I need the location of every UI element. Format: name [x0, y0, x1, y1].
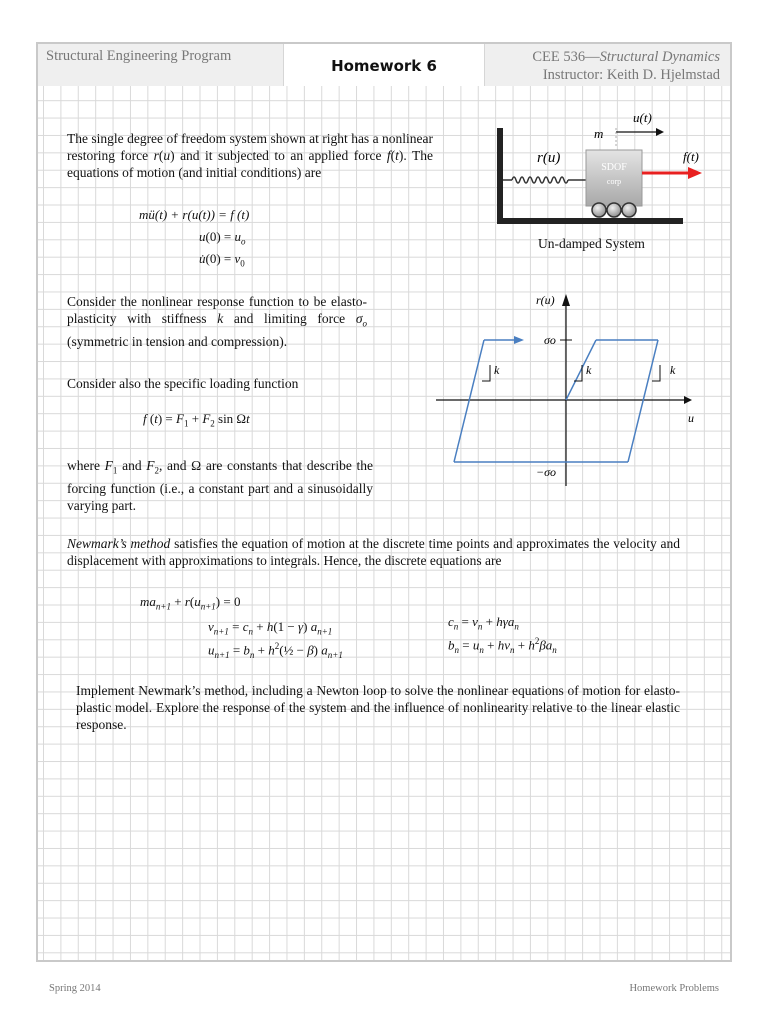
intro-paragraph: The single degree of freedom system shown at right has a nonlinear restoring force r(u) and it subjected to an applied force f(t). The equations of motion (and initial conditions) are: [67, 131, 433, 180]
course-line: [485, 48, 720, 66]
wheel-icon: [607, 203, 621, 217]
u-axis-label: u: [688, 411, 694, 425]
program-name: Structural Engineering Program: [46, 48, 232, 64]
hysteresis-loop: [454, 340, 658, 462]
equation-of-motion: mü(t) + r(u(t)) = f (t): [139, 207, 250, 222]
r-axis-label: r(u): [536, 293, 555, 307]
wall: [497, 128, 503, 224]
newmark-eq-1: $ma_{n+1} + r(u_{n+1}) = 0$: [140, 594, 241, 612]
newmark-paragraph: Newmark’s method satisfies the equation of motion at the discrete time points and approximates the velocity and displacement with approximations to integrals. Hence, the discrete equations are: [67, 536, 681, 568]
wheel-icon: [622, 203, 636, 217]
course-number: CEE 536—: [532, 49, 600, 65]
footer-section: Homework Problems: [629, 983, 719, 994]
course-header: [484, 44, 730, 86]
initial-displacement: $u(0) = u_o$: [199, 229, 246, 247]
course-name: Structural Dynamics: [599, 49, 720, 65]
instructor-line: Instructor: Keith D. Hjelmstad: [542, 67, 720, 83]
loading-function: f $(t) = F_1 + F_2$ sin Ωt: [143, 411, 250, 429]
k-label: k: [494, 363, 500, 377]
sigma-negative-label: −σo: [536, 465, 557, 479]
constants-paragraph: where $F_1$ and $F_2$, and Ω are constants that describe the forcing function (i.e., a constant part and a sinusoidally varying part.: [67, 458, 373, 513]
footer-term: Spring 2014: [49, 983, 101, 994]
wheel-icon: [592, 203, 606, 217]
newmark-eq-3: $u_{n+1} = b_n$ + $h^2(\frac{1}{2} - \beta)$ $a_{n+1}$: [208, 641, 343, 660]
k-label: k: [586, 363, 592, 377]
sdof-figure: [490, 100, 720, 230]
page-title: Homework 6: [331, 57, 437, 75]
k-label: k: [670, 363, 676, 377]
loading-paragraph: Consider also the specific loading function: [67, 376, 299, 391]
hysteresis-figure: [430, 288, 702, 498]
sigma-positive-label: σo: [544, 333, 556, 347]
f-label: f(t): [683, 149, 699, 164]
sdof-caption: Un-damped System: [538, 236, 645, 251]
block-label: SDOF: [601, 162, 627, 173]
newmark-eq-2: $v_{n+1} = c_n + h(1 - \gamma)$ $a_{n+1}$: [208, 619, 333, 637]
program-header: [38, 44, 284, 86]
newmark-eq-5: $b_n = u_n + hv_n + h^2\beta a_n$: [448, 636, 557, 655]
u-label: u(t): [633, 110, 652, 125]
floor: [497, 218, 683, 224]
task-paragraph: Implement Newmark’s method, including a Newton loop to solve the nonlinear equations of motion for elasto-plastic model. Explore the response of the system and the influence of nonlinearity relative to the linear elastic response.: [76, 683, 680, 732]
m-label: m: [594, 126, 604, 141]
title-header: [284, 44, 484, 86]
spring-icon: [503, 177, 586, 183]
stiffness-triangles: [482, 365, 660, 381]
newmark-eq-4: $c_n = v_n + h\gamma a_n$: [448, 614, 519, 632]
r-label: r(u): [537, 150, 561, 166]
block-sublabel: corp: [606, 177, 622, 186]
initial-velocity: u̇(0) = $v_0$: [199, 251, 245, 269]
nonlinear-paragraph: Consider the nonlinear response function to be elasto-plasticity with stiffness k and limiting force $\sigma_o$ (symmetric in tension and compression).: [67, 294, 367, 349]
